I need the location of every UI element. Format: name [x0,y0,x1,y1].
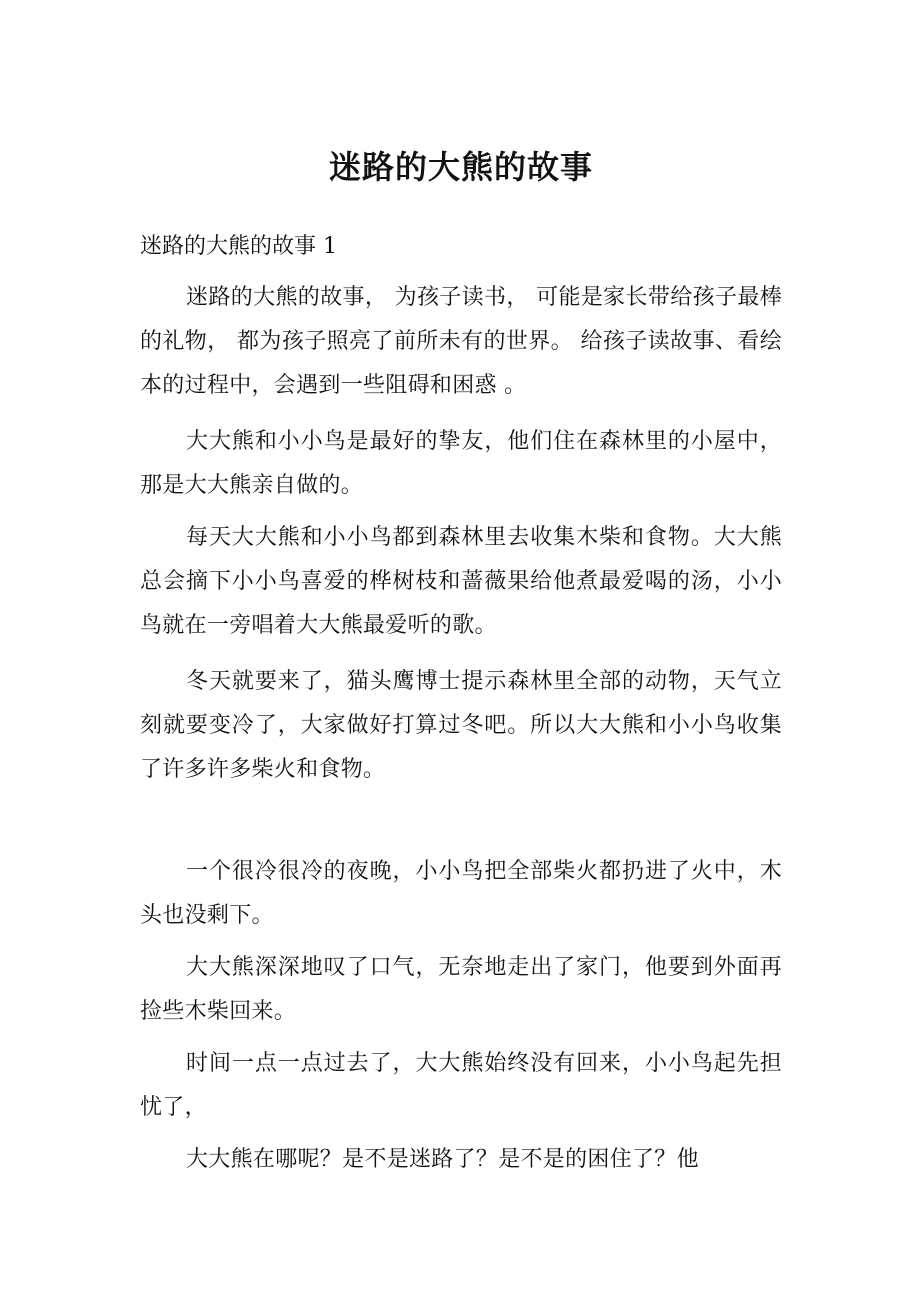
document-title: 迷路的大熊的故事 [328,148,593,186]
paragraph: 冬天就要来了，猫头鹰博士提示森林里全部的动物，天气立刻就要变冷了，大家做好打算过冬吧。所以大大熊和小小鸟收集了许多许多柴火和食物。 [140,669,782,782]
paragraph: 大大熊深深地叹了口气，无奈地走出了家门，他要到外面再捡些木柴回来。 [140,955,782,1024]
paragraph: 迷路的大熊的故事， 为孩子读书， 可能是家长带给孩子最棒的礼物， 都为孩子照亮了前所未有的世界。 给孩子读故事、看绘本的过程中，会遇到一些阻碍和困惑 。 [140,285,782,398]
paragraph: 每天大大熊和小小鸟都到森林里去收集木柴和食物。大大熊总会摘下小小鸟喜爱的桦树枝和蔷薇果给他煮最爱喝的汤，小小鸟就在一旁唱着大大熊最爱听的歌。 [140,525,782,638]
section-heading: 迷路的大熊的故事 1 [140,234,337,259]
paragraph: 一个很冷很冷的夜晚，小小鸟把全部柴火都扔进了火中，木头也没剩下。 [140,859,782,928]
paragraph: 大大熊和小小鸟是最好的挚友，他们住在森林里的小屋中，那是大大熊亲自做的。 [140,429,782,498]
paragraph: 时间一点一点过去了，大大熊始终没有回来，小小鸟起先担忧了， [140,1051,782,1120]
paragraph: 大大熊在哪呢？是不是迷路了？是不是的困住了？他 [186,1147,699,1172]
